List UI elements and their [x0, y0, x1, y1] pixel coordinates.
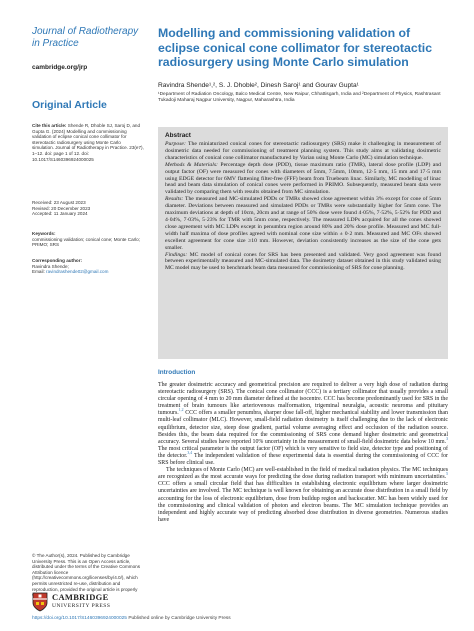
keywords-block	[32, 231, 144, 248]
cite-text: Shende R, Dhoble SJ, Saroj D, and Gupta G. (2024) Modelling and commissioning validation of eclipse conical cone collimator for stereotactic radiosurgery using Monte Carlo simulation. Journal of Radiotherapy in Practice. 23(e7), 1–12. doi: page 1 of 12. doi: 10.1017/S1460396924000025	[32, 123, 144, 162]
cambridge-shield-icon	[32, 592, 48, 612]
affiliations: ¹Department of Radiation Oncology, Balco Medical Centre, New Raipur, Chhattisgarh, India and ²Department of Physics, Rashtrasant Tukadoji Maharaj Nagpur University, Nagpur, Maharashtra, India	[158, 91, 441, 103]
received-date: Received: 23 August 2023	[32, 200, 86, 205]
introduction-section	[158, 369, 448, 524]
logo-line1: CAMBRIDGE	[52, 592, 109, 602]
cambridge-logo	[32, 592, 110, 612]
intro-p2-part-a: The techniques of Monte Carlo (MC) are well-established in the field of medical radiation physics. The MC techniques are recognized as the most accurate ways for predicting the dose during radiation transport with minimum uncertainties.	[158, 467, 448, 481]
citation-ref[interactable]: 3	[446, 436, 448, 441]
corresp-email-link[interactable]: ravindrashende02@gmail.com	[46, 269, 109, 275]
sidebar	[32, 26, 144, 609]
logo-line2: UNIVERSITY PRESS	[52, 603, 111, 609]
intro-p1-part-d: The independent validation of these experimental data is essential during the commissioning of CCC for SRS before clinical use.	[158, 452, 448, 467]
corresp-email-label: Email:	[32, 269, 45, 275]
findings-label: Findings:	[165, 251, 188, 258]
article-header	[158, 26, 448, 104]
introduction-heading: Introduction	[158, 369, 196, 376]
results-label: Results:	[165, 196, 184, 203]
abstract-text	[165, 141, 441, 272]
keywords-text: commissioning validation; conical cone; Monte Carlo; PRIMO; SRS	[32, 236, 141, 248]
citation-block	[32, 123, 144, 162]
revised-date: Revised: 20 December 2023	[32, 205, 91, 211]
abstract-heading: Abstract	[165, 132, 191, 139]
footer-doi-link[interactable]: https://doi.org/10.1017/S1460396924000025	[32, 616, 127, 621]
cite-label: Cite this article:	[32, 123, 67, 128]
page-footer	[32, 616, 452, 621]
findings-text: MC model of conical cones for SRS has been presented and validated. Very good agreement was found between experimentally measured and MC-simulated data. The dosimetry dataset obtained in this study validated using MC model may be used to benchmark beam data measured for commissioning of SRS for cone planning.	[165, 251, 442, 272]
methods-label: Methods & Materials:	[165, 161, 218, 168]
keywords-label: Keywords:	[32, 231, 56, 236]
citation-ref[interactable]: 5	[446, 472, 448, 477]
intro-p1-part-b: CCC offers a smaller penumbra, sharper dose fall-off, higher mechanical stability and lower transmission than multi-leaf collimator (MLC). However, small-field radiation dosimetry is itself challenging due to the lack of electronic equilibrium, detector size, steep dose gradient, partial volume averaging effect and occlusion of the radiation source. Besides this, the beam data required for the commissioning of SRS cone demand higher dosimetric and geometrical accuracy. Several studies have reported 10% uncertainty in the measurement of small-field dosimetric data below 10 mm.	[158, 410, 448, 445]
license-block: © The Author(s), 2024. Published by Cambridge University Press. This is an Open Access article, distributed under the terms of the Creative Commons Attribution licence (http://creativecommons.org/licenses/by/4.0/), which permits unrestricted re-use, distribution and reproduction, provided the original article is properly	[32, 553, 141, 592]
footer-published: Published online by Cambridge University Press	[128, 616, 231, 621]
intro-paragraph-2	[158, 467, 448, 524]
corresponding-author-block	[32, 258, 144, 275]
intro-paragraph-1	[158, 382, 448, 467]
article-title: Modelling and commissioning validation of eclipse conical cone collimator for stereotactic radiosurgery using Monte Carlo simulation	[158, 26, 433, 69]
methods-text: Percentage depth dose (PDD), tissue maximum ratio (TMR), lateral dose profile (LDP) and output factor (OF) were measured for cones with diameters of 5mm, 7.5mm, 10mm, 12·5 mm, 15 mm and 17·5 mm using EDGE detector for 6MV flattening filter-free (FFF) beam from Truebeam linac. Similarly, MC modelling of linac head and beam data simulation of conical cones were performed in PRIMO. Subsequently, measured beam data were validated by comparing them with results obtained from MC simulation.	[165, 161, 442, 196]
corresp-name: Ravindra Shende;	[32, 263, 69, 269]
abstract-box	[158, 127, 448, 359]
article-type: Original Article	[32, 99, 107, 111]
author-list: Ravindra Shende¹,², S. J. Dhoble², Dinesh Saroj¹ and Gourav Gupta¹	[158, 81, 359, 89]
citation-ref[interactable]: 3,4	[187, 450, 193, 455]
accepted-date: Accepted: 11 January 2024	[32, 211, 88, 217]
purpose-text: The miniaturized conical cones for stereotactic radiosurgery (SRS) make it challenging in measurement of dosimetric data needed for commissioning of treatment planning system. This study aims at validating dosimetric characteristics of conical cone collimator manufactured by Varian using Monte Carlo (MC) simulation technique.	[165, 141, 441, 161]
corresp-label: Corresponding author:	[32, 258, 83, 263]
results-text: The measured and MC-simulated PDDs or TMRs showed close agreement within 3% except for cone of 5mm diameter. Deviations between measured and simulated PDDs or TMRs were substantially higher for 5mm cone. The maximum deviations at depth of 10cm, 20cm and at range of 50% dose were found 4·05%, 7·52%, 5·52% for PDD and 4·04%, 7·03%, 5·23% for TMR with 5mm cone, respectively. The measured LDPs acquired for all the cones showed close agreement with MC LDPs except in penumbra region around 80% and 20% dose profile. Measured and MC full-width half maxima of dose profiles agreed with nominal cone size within ± 0·2 mm. Measured and MC OFs showed excellent agreement for cone size ≥10 mm. However, deviation consistently increases as the size of the cone gets smaller.	[165, 196, 441, 251]
intro-p1-part-a: The greater dosimetric accuracy and geometrical precision are required to deliver a very high dose of radiation during stereotactic radiosurgery (SRS). The conical cone collimator (CCC) is a tertiary collimator that usually provides a small circular opening of 4 mm to 20 mm diameter defined at the isocentre. CCC has become predominantly used for SRS in the treatment of brain tumours like arteriovenous malformation, trigeminal neuralgia, acoustic neuroma and pituitary tumours.	[158, 382, 448, 417]
intro-p1-part-c: The most critical parameter is the output factor (OF) which is very sensitive to field size, detector type and positioning of the detector.	[158, 445, 448, 459]
journal-link[interactable]: cambridge.org/jrp	[32, 64, 88, 71]
purpose-label: Purpose:	[165, 141, 186, 147]
journal-name: Journal of Radiotherapy in Practice	[32, 26, 139, 49]
dates-block	[32, 200, 144, 217]
citation-ref[interactable]: 1,2	[178, 408, 184, 413]
intro-p2-part-b: CCC offers a small circular field that has difficulties in establishing electronic equilibrium where larger dosimetric uncertainties are involved. The MC technique is well known for obtaining an accurate dose distribution in a small field by accounting for the loss of electronic equilibrium, dose from buildup region and backscatter. MC has been widely used for the commissioning and clinical validation of photon and electron beams. The MC simulation technique provides an independent and highly accurate way of predicting absorbed dose distribution in diverse geometries. Numerous studies have	[158, 481, 448, 523]
